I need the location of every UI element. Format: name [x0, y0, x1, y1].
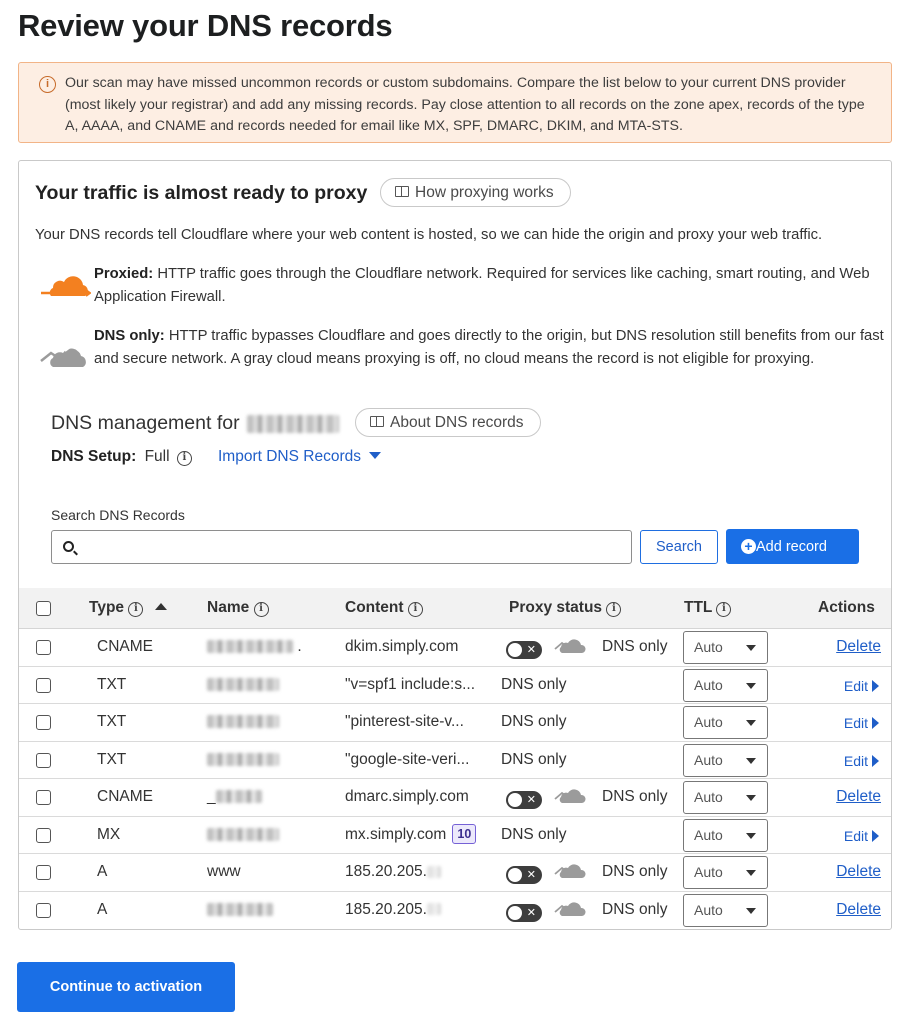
chevron-down-icon — [746, 645, 756, 651]
ttl-value: Auto — [694, 639, 723, 655]
proxy-status-text: DNS only — [602, 788, 668, 805]
about-dns-records-button[interactable] — [355, 408, 541, 437]
column-proxy-label: Proxy status — [509, 599, 603, 616]
record-type: A — [97, 900, 108, 918]
row-checkbox[interactable] — [36, 753, 51, 768]
chevron-down-icon — [746, 795, 756, 801]
table-row — [19, 704, 891, 742]
dns-only-text: HTTP traffic bypasses Cloudflare and goes directly to the origin, but DNS resolution still benefits from our fast and secure network. A gray cloud means proxying is off, no cloud means the record is not eligible for proxying. — [94, 328, 884, 367]
column-ttl-label: TTL — [684, 599, 713, 616]
column-type-label: Type — [89, 599, 125, 616]
record-content-value: 185.20.205. — [345, 863, 427, 880]
redacted-name — [207, 828, 279, 841]
record-type: TXT — [97, 675, 127, 693]
record-content — [345, 863, 441, 881]
record-name — [207, 713, 279, 731]
how-proxying-works-button[interactable] — [380, 178, 571, 207]
chevron-down-icon — [746, 870, 756, 876]
proxied-text: HTTP traffic goes through the Cloudflare network. Required for services like caching, smart routing, and Web Application Firewall. — [94, 266, 870, 305]
info-icon: i — [128, 602, 143, 617]
ttl-value: Auto — [694, 751, 723, 768]
dns-review-card — [18, 160, 892, 930]
proxy-status-text: DNS only — [501, 825, 567, 843]
dns-management-title — [51, 412, 339, 435]
proxy-status-text: DNS only — [602, 638, 668, 655]
table-row — [19, 667, 891, 705]
ttl-select[interactable] — [683, 669, 768, 702]
edit-link[interactable] — [844, 678, 879, 694]
chevron-right-icon — [872, 717, 879, 729]
row-checkbox[interactable] — [36, 678, 51, 693]
proxy-toggle[interactable] — [506, 641, 542, 659]
row-checkbox[interactable] — [36, 790, 51, 805]
record-name-prefix: _ — [207, 788, 216, 805]
proxied-description — [94, 263, 884, 308]
orange-cloud-icon — [39, 274, 91, 300]
info-icon: i — [254, 602, 269, 617]
redacted-name — [207, 753, 279, 766]
table-row — [19, 854, 891, 892]
edit-link[interactable] — [844, 715, 879, 731]
plus-circle-icon: + — [741, 539, 756, 554]
dns-management-label: DNS management for — [51, 412, 240, 434]
how-proxying-works-label: How proxying works — [415, 184, 554, 201]
redacted-name — [207, 678, 279, 691]
gray-cloud-icon — [39, 341, 91, 371]
ttl-select[interactable] — [683, 744, 768, 777]
row-checkbox[interactable] — [36, 828, 51, 843]
table-row — [19, 892, 891, 930]
add-record-button[interactable] — [726, 529, 859, 564]
proxy-intro-text: Your DNS records tell Cloudflare where your web content is hosted, so we can hide the origin and proxy your web traffic. — [35, 227, 823, 243]
chevron-right-icon — [872, 755, 879, 767]
add-record-label: Add record — [756, 538, 827, 555]
record-content-value: mx.simply.com — [345, 825, 447, 843]
dns-setup-info — [51, 448, 192, 466]
ttl-value: Auto — [694, 676, 723, 693]
column-content — [345, 599, 423, 617]
proxy-section-title: Your traffic is almost ready to proxy — [35, 182, 368, 204]
redacted-name — [207, 903, 273, 916]
redacted-ip — [427, 866, 441, 878]
redacted-ip — [427, 903, 441, 915]
edit-label: Edit — [843, 827, 868, 844]
row-checkbox[interactable] — [36, 640, 51, 655]
proxy-status-text: DNS only — [501, 713, 567, 730]
ttl-select[interactable] — [683, 706, 768, 739]
record-type: MX — [97, 825, 121, 843]
info-icon: i — [408, 602, 423, 617]
proxy-toggle[interactable] — [506, 866, 542, 884]
record-content-value: 185.20.205. — [345, 900, 427, 918]
edit-label: Edit — [843, 752, 868, 769]
dns-only-description — [94, 325, 884, 370]
sort-ascending-icon — [155, 603, 167, 610]
dns-only-label: DNS only: — [94, 328, 165, 344]
proxy-toggle[interactable] — [506, 791, 542, 809]
search-button[interactable]: Search — [640, 530, 718, 564]
record-type: A — [97, 863, 108, 880]
redacted-name — [216, 790, 262, 803]
info-icon[interactable]: i — [177, 451, 192, 466]
record-content — [345, 824, 476, 844]
info-icon: i — [716, 602, 731, 617]
continue-to-activation-button[interactable]: Continue to activation — [17, 962, 235, 1012]
toggle-off-mark: ✕ — [526, 869, 536, 881]
book-icon — [370, 416, 384, 427]
record-name — [207, 826, 279, 844]
delete-link[interactable]: Delete — [836, 788, 881, 805]
column-proxy-status — [509, 599, 621, 617]
chevron-down-icon — [746, 833, 756, 839]
record-content: "pinterest-site-v... — [345, 713, 464, 730]
ttl-select[interactable] — [683, 781, 768, 814]
record-content: dkim.simply.com — [345, 638, 459, 655]
toggle-off-mark: ✕ — [526, 644, 536, 656]
gray-cloud-icon — [554, 861, 588, 881]
proxied-label: Proxied: — [94, 266, 154, 282]
ttl-select[interactable] — [683, 819, 768, 852]
ttl-value: Auto — [694, 864, 723, 880]
search-input[interactable] — [51, 530, 632, 564]
dns-table-header — [19, 588, 891, 629]
record-name-suffix: . — [297, 638, 302, 655]
edit-link[interactable] — [844, 828, 879, 844]
record-content — [345, 901, 441, 919]
chevron-down-icon — [746, 908, 756, 914]
import-dns-records-dropdown[interactable] — [218, 448, 381, 466]
info-icon: i — [606, 602, 621, 617]
record-name: www — [207, 863, 241, 880]
record-name — [207, 788, 262, 806]
chevron-right-icon — [872, 830, 879, 842]
scan-warning-banner — [18, 62, 892, 143]
redacted-domain — [247, 415, 339, 433]
table-row — [19, 817, 891, 855]
ttl-select[interactable] — [683, 631, 768, 664]
proxy-toggle[interactable] — [506, 904, 542, 922]
record-type: TXT — [97, 713, 127, 730]
column-content-label: Content — [345, 599, 404, 616]
chevron-down-icon — [746, 720, 756, 726]
chevron-right-icon — [872, 680, 879, 692]
row-checkbox[interactable] — [36, 903, 51, 918]
ttl-value: Auto — [694, 714, 723, 730]
gray-cloud-icon — [554, 786, 588, 806]
import-dns-records-label: Import DNS Records — [218, 448, 361, 465]
column-type[interactable] — [89, 599, 167, 617]
edit-label: Edit — [843, 677, 868, 694]
caret-down-icon — [369, 452, 381, 459]
proxy-status-text: DNS only — [602, 900, 668, 918]
warning-text: Our scan may have missed uncommon records or custom subdomains. Compare the list below to your current DNS provider (most likely your registrar) and add any missing records. Pay close attention to all records on the zone apex, records of the type A, AAAA, and CNAME and records needed for email like MX, SPF, DMARC, DKIM, and MTA-STS. — [65, 75, 865, 134]
book-icon — [395, 186, 409, 197]
about-dns-records-label: About DNS records — [390, 414, 524, 431]
select-all-checkbox[interactable] — [36, 601, 51, 616]
info-circle-icon: i — [39, 76, 56, 93]
proxy-status-text: DNS only — [501, 675, 567, 693]
ttl-value: Auto — [694, 826, 723, 843]
record-name — [207, 901, 273, 919]
record-name — [207, 751, 279, 769]
dns-setup-value: Full — [144, 448, 170, 465]
record-content: "v=spf1 include:s... — [345, 675, 476, 693]
search-icon — [63, 541, 74, 552]
search-label: Search DNS Records — [51, 507, 185, 523]
record-type: TXT — [97, 750, 127, 768]
toggle-off-mark: ✕ — [526, 906, 536, 919]
row-checkbox[interactable] — [36, 715, 51, 730]
column-name — [207, 599, 269, 617]
redacted-name — [207, 640, 293, 653]
table-row — [19, 629, 891, 667]
delete-link[interactable]: Delete — [836, 900, 881, 918]
dns-setup-label: DNS Setup: — [51, 448, 137, 465]
delete-link[interactable]: Delete — [836, 638, 881, 655]
redacted-name — [207, 715, 279, 728]
table-row — [19, 779, 891, 817]
proxy-status-text: DNS only — [501, 750, 567, 768]
record-type: CNAME — [97, 788, 153, 805]
ttl-value: Auto — [694, 789, 723, 805]
record-type: CNAME — [97, 638, 153, 655]
mx-priority-badge: 10 — [452, 824, 476, 844]
chevron-down-icon — [746, 758, 756, 764]
table-row — [19, 742, 891, 780]
column-name-label: Name — [207, 599, 250, 616]
edit-link[interactable] — [844, 753, 879, 769]
delete-link[interactable]: Delete — [836, 863, 881, 880]
column-ttl — [684, 599, 731, 617]
chevron-down-icon — [746, 683, 756, 689]
row-checkbox[interactable] — [36, 865, 51, 880]
record-content: dmarc.simply.com — [345, 788, 469, 805]
gray-cloud-icon — [554, 636, 588, 656]
proxy-status-text: DNS only — [602, 863, 668, 880]
record-name — [207, 676, 279, 694]
toggle-off-mark: ✕ — [526, 794, 536, 806]
page-title: Review your DNS records — [18, 8, 393, 43]
edit-label: Edit — [843, 715, 868, 731]
record-name — [207, 638, 302, 656]
ttl-select[interactable] — [683, 894, 768, 927]
record-content: "google-site-veri... — [345, 750, 470, 768]
ttl-select[interactable] — [683, 856, 768, 889]
column-actions: Actions — [818, 599, 875, 616]
gray-cloud-icon — [554, 899, 588, 919]
ttl-value: Auto — [694, 901, 723, 918]
